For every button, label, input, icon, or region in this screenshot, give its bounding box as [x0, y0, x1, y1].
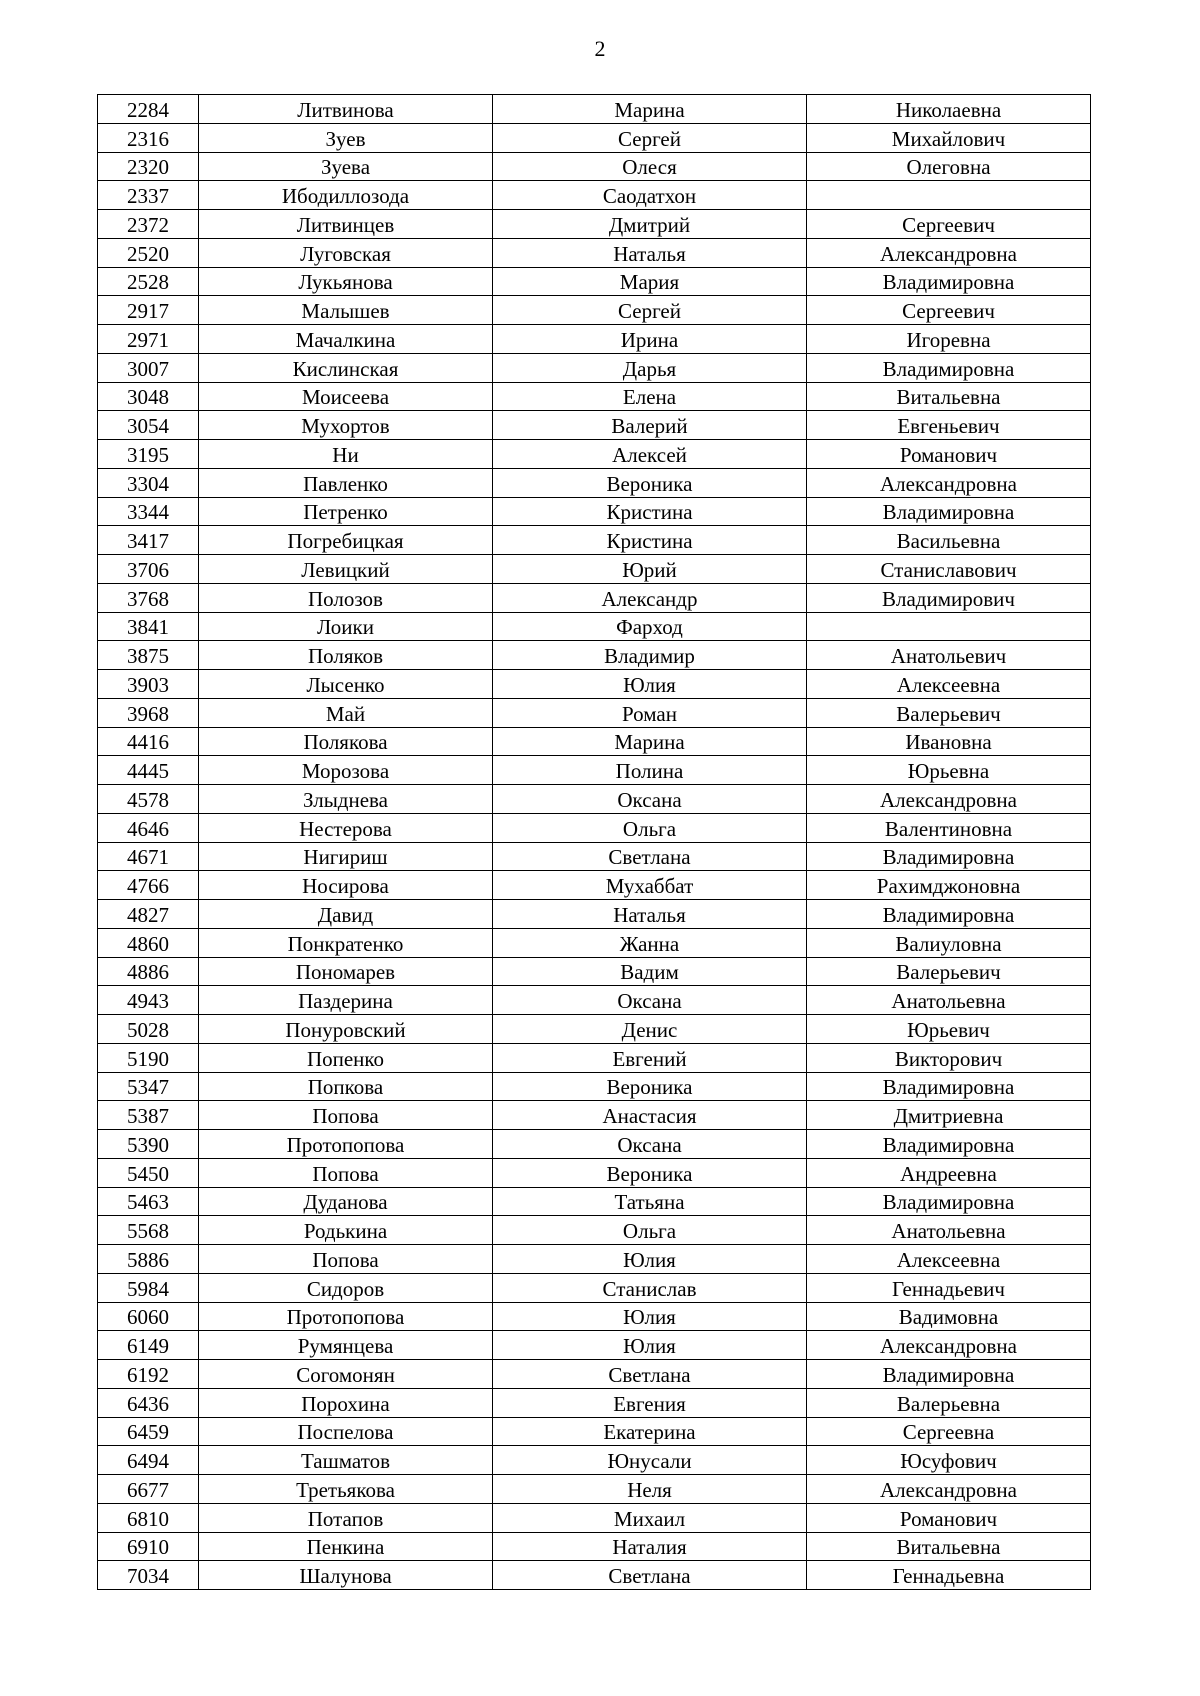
first-name-cell: Сергей [493, 123, 807, 152]
first-name-cell: Вероника [493, 1158, 807, 1187]
row-number-cell: 3417 [98, 526, 199, 555]
table-row [98, 1130, 1091, 1159]
row-number-cell: 4671 [98, 842, 199, 871]
last-name-cell: Ни [199, 440, 493, 469]
last-name-cell: Понуровский [199, 1015, 493, 1044]
first-name-cell: Кристина [493, 497, 807, 526]
patronymic-cell: Юсуфович [807, 1446, 1091, 1475]
table-row [98, 727, 1091, 756]
row-number-cell: 4827 [98, 900, 199, 929]
last-name-cell: Малышев [199, 296, 493, 325]
row-number-cell: 3875 [98, 641, 199, 670]
patronymic-cell: Геннадьевич [807, 1273, 1091, 1302]
table-row [98, 1561, 1091, 1590]
table-row [98, 440, 1091, 469]
row-number-cell: 3054 [98, 411, 199, 440]
last-name-cell: Пенкина [199, 1532, 493, 1561]
first-name-cell: Юлия [493, 1302, 807, 1331]
first-name-cell: Роман [493, 698, 807, 727]
table-row [98, 842, 1091, 871]
patronymic-cell: Геннадьевна [807, 1561, 1091, 1590]
patronymic-cell: Александровна [807, 785, 1091, 814]
last-name-cell: Зуев [199, 123, 493, 152]
first-name-cell: Наталья [493, 900, 807, 929]
table-row [98, 986, 1091, 1015]
row-number-cell: 2372 [98, 210, 199, 239]
table-row [98, 555, 1091, 584]
row-number-cell: 6910 [98, 1532, 199, 1561]
patronymic-cell: Сергеевич [807, 210, 1091, 239]
row-number-cell: 3768 [98, 583, 199, 612]
patronymic-cell: Владимировна [807, 842, 1091, 871]
table-row [98, 296, 1091, 325]
last-name-cell: Литвинцев [199, 210, 493, 239]
last-name-cell: Попова [199, 1158, 493, 1187]
row-number-cell: 3706 [98, 555, 199, 584]
first-name-cell: Оксана [493, 1130, 807, 1159]
row-number-cell: 3304 [98, 468, 199, 497]
first-name-cell: Саодатхон [493, 181, 807, 210]
patronymic-cell: Валерьевич [807, 957, 1091, 986]
last-name-cell: Румянцева [199, 1331, 493, 1360]
patronymic-cell: Анатольевна [807, 986, 1091, 1015]
patronymic-cell: Валиуловна [807, 928, 1091, 957]
patronymic-cell: Александровна [807, 238, 1091, 267]
last-name-cell: Третьякова [199, 1475, 493, 1504]
row-number-cell: 6810 [98, 1503, 199, 1532]
row-number-cell: 2971 [98, 325, 199, 354]
patronymic-cell: Юрьевич [807, 1015, 1091, 1044]
patronymic-cell: Владимировна [807, 1187, 1091, 1216]
first-name-cell: Ольга [493, 1216, 807, 1245]
patronymic-cell: Станиславович [807, 555, 1091, 584]
row-number-cell: 6494 [98, 1446, 199, 1475]
patronymic-cell: Рахимджоновна [807, 871, 1091, 900]
patronymic-cell: Алексеевна [807, 1245, 1091, 1274]
patronymic-cell: Витальевна [807, 382, 1091, 411]
patronymic-cell: Сергеевна [807, 1417, 1091, 1446]
last-name-cell: Родькина [199, 1216, 493, 1245]
last-name-cell: Носирова [199, 871, 493, 900]
patronymic-cell: Вадимовна [807, 1302, 1091, 1331]
table-row [98, 1072, 1091, 1101]
first-name-cell: Оксана [493, 986, 807, 1015]
last-name-cell: Петренко [199, 497, 493, 526]
patronymic-cell: Игоревна [807, 325, 1091, 354]
first-name-cell: Вадим [493, 957, 807, 986]
first-name-cell: Юлия [493, 670, 807, 699]
row-number-cell: 2917 [98, 296, 199, 325]
row-number-cell: 6436 [98, 1388, 199, 1417]
first-name-cell: Наталия [493, 1532, 807, 1561]
row-number-cell: 7034 [98, 1561, 199, 1590]
last-name-cell: Попова [199, 1245, 493, 1274]
patronymic-cell: Владимировна [807, 497, 1091, 526]
table-row [98, 210, 1091, 239]
table-row [98, 583, 1091, 612]
last-name-cell: Погребицкая [199, 526, 493, 555]
first-name-cell: Светлана [493, 1561, 807, 1590]
table-row [98, 325, 1091, 354]
first-name-cell: Наталья [493, 238, 807, 267]
table-row [98, 1475, 1091, 1504]
row-number-cell: 3968 [98, 698, 199, 727]
last-name-cell: Попенко [199, 1043, 493, 1072]
table-row [98, 1245, 1091, 1274]
first-name-cell: Алексей [493, 440, 807, 469]
row-number-cell: 3048 [98, 382, 199, 411]
first-name-cell: Татьяна [493, 1187, 807, 1216]
row-number-cell: 2520 [98, 238, 199, 267]
patronymic-cell: Владимировна [807, 1360, 1091, 1389]
patronymic-cell: Сергеевич [807, 296, 1091, 325]
last-name-cell: Ташматов [199, 1446, 493, 1475]
first-name-cell: Фарход [493, 612, 807, 641]
table-row [98, 1216, 1091, 1245]
table-row [98, 785, 1091, 814]
table-row [98, 1331, 1091, 1360]
first-name-cell: Ольга [493, 813, 807, 842]
table-row [98, 382, 1091, 411]
table-row [98, 871, 1091, 900]
row-number-cell: 5387 [98, 1101, 199, 1130]
row-number-cell: 4578 [98, 785, 199, 814]
patronymic-cell [807, 181, 1091, 210]
patronymic-cell: Андреевна [807, 1158, 1091, 1187]
last-name-cell: Шалунова [199, 1561, 493, 1590]
patronymic-cell: Владимировна [807, 900, 1091, 929]
table-row [98, 1043, 1091, 1072]
first-name-cell: Валерий [493, 411, 807, 440]
last-name-cell: Поляков [199, 641, 493, 670]
patronymic-cell: Юрьевна [807, 756, 1091, 785]
table-row [98, 1503, 1091, 1532]
table-row [98, 900, 1091, 929]
row-number-cell: 3903 [98, 670, 199, 699]
first-name-cell: Евгения [493, 1388, 807, 1417]
patronymic-cell: Дмитриевна [807, 1101, 1091, 1130]
table-row [98, 928, 1091, 957]
table-row [98, 1015, 1091, 1044]
table-row [98, 1302, 1091, 1331]
table-row [98, 957, 1091, 986]
first-name-cell: Дмитрий [493, 210, 807, 239]
table-row [98, 1187, 1091, 1216]
patronymic-cell: Романович [807, 440, 1091, 469]
last-name-cell: Попова [199, 1101, 493, 1130]
table-row [98, 1446, 1091, 1475]
first-name-cell: Михаил [493, 1503, 807, 1532]
last-name-cell: Мачалкина [199, 325, 493, 354]
last-name-cell: Зуева [199, 152, 493, 181]
last-name-cell: Протопопова [199, 1302, 493, 1331]
last-name-cell: Луговская [199, 238, 493, 267]
patronymic-cell: Николаевна [807, 95, 1091, 124]
last-name-cell: Поспелова [199, 1417, 493, 1446]
roster-table [97, 94, 1091, 1590]
last-name-cell: Согомонян [199, 1360, 493, 1389]
row-number-cell: 5463 [98, 1187, 199, 1216]
row-number-cell: 5347 [98, 1072, 199, 1101]
table-row [98, 353, 1091, 382]
table-row [98, 497, 1091, 526]
last-name-cell: Морозова [199, 756, 493, 785]
last-name-cell: Павленко [199, 468, 493, 497]
table-row [98, 1360, 1091, 1389]
last-name-cell: Дуданова [199, 1187, 493, 1216]
patronymic-cell: Валерьевич [807, 698, 1091, 727]
row-number-cell: 4943 [98, 986, 199, 1015]
patronymic-cell: Александровна [807, 468, 1091, 497]
last-name-cell: Кислинская [199, 353, 493, 382]
table-row [98, 1388, 1091, 1417]
last-name-cell: Давид [199, 900, 493, 929]
first-name-cell: Сергей [493, 296, 807, 325]
patronymic-cell: Александровна [807, 1475, 1091, 1504]
row-number-cell: 5450 [98, 1158, 199, 1187]
patronymic-cell: Владимирович [807, 583, 1091, 612]
row-number-cell: 4445 [98, 756, 199, 785]
row-number-cell: 2284 [98, 95, 199, 124]
last-name-cell: Порохина [199, 1388, 493, 1417]
table-row [98, 1273, 1091, 1302]
row-number-cell: 5886 [98, 1245, 199, 1274]
last-name-cell: Паздерина [199, 986, 493, 1015]
last-name-cell: Мухортов [199, 411, 493, 440]
table-row [98, 411, 1091, 440]
row-number-cell: 3007 [98, 353, 199, 382]
last-name-cell: Май [199, 698, 493, 727]
last-name-cell: Ибодиллозода [199, 181, 493, 210]
last-name-cell: Литвинова [199, 95, 493, 124]
last-name-cell: Левицкий [199, 555, 493, 584]
table-row [98, 526, 1091, 555]
last-name-cell: Лукьянова [199, 267, 493, 296]
first-name-cell: Марина [493, 95, 807, 124]
last-name-cell: Попкова [199, 1072, 493, 1101]
table-row [98, 813, 1091, 842]
first-name-cell: Юлия [493, 1245, 807, 1274]
roster-table-body [98, 95, 1091, 1590]
patronymic-cell: Витальевна [807, 1532, 1091, 1561]
table-row [98, 1417, 1091, 1446]
first-name-cell: Марина [493, 727, 807, 756]
last-name-cell: Протопопова [199, 1130, 493, 1159]
table-row [98, 95, 1091, 124]
first-name-cell: Дарья [493, 353, 807, 382]
row-number-cell: 2316 [98, 123, 199, 152]
row-number-cell: 5028 [98, 1015, 199, 1044]
first-name-cell: Юлия [493, 1331, 807, 1360]
patronymic-cell: Олеговна [807, 152, 1091, 181]
patronymic-cell: Алексеевна [807, 670, 1091, 699]
first-name-cell: Полина [493, 756, 807, 785]
first-name-cell: Мария [493, 267, 807, 296]
first-name-cell: Светлана [493, 1360, 807, 1389]
table-row [98, 698, 1091, 727]
row-number-cell: 6149 [98, 1331, 199, 1360]
patronymic-cell [807, 612, 1091, 641]
first-name-cell: Ирина [493, 325, 807, 354]
row-number-cell: 2320 [98, 152, 199, 181]
last-name-cell: Полякова [199, 727, 493, 756]
patronymic-cell: Александровна [807, 1331, 1091, 1360]
patronymic-cell: Владимировна [807, 353, 1091, 382]
first-name-cell: Евгений [493, 1043, 807, 1072]
first-name-cell: Юнусали [493, 1446, 807, 1475]
row-number-cell: 5984 [98, 1273, 199, 1302]
table-row [98, 152, 1091, 181]
patronymic-cell: Михайлович [807, 123, 1091, 152]
patronymic-cell: Владимировна [807, 1072, 1091, 1101]
first-name-cell: Мухаббат [493, 871, 807, 900]
table-row [98, 612, 1091, 641]
row-number-cell: 4886 [98, 957, 199, 986]
row-number-cell: 2528 [98, 267, 199, 296]
table-row [98, 756, 1091, 785]
row-number-cell: 5190 [98, 1043, 199, 1072]
last-name-cell: Пономарев [199, 957, 493, 986]
last-name-cell: Нигириш [199, 842, 493, 871]
table-row [98, 1158, 1091, 1187]
table-row [98, 641, 1091, 670]
row-number-cell: 3195 [98, 440, 199, 469]
patronymic-cell: Валентиновна [807, 813, 1091, 842]
row-number-cell: 4416 [98, 727, 199, 756]
table-row [98, 468, 1091, 497]
table-row [98, 1101, 1091, 1130]
first-name-cell: Олеся [493, 152, 807, 181]
patronymic-cell: Анатольевич [807, 641, 1091, 670]
row-number-cell: 4766 [98, 871, 199, 900]
last-name-cell: Потапов [199, 1503, 493, 1532]
table-row [98, 123, 1091, 152]
patronymic-cell: Анатольевна [807, 1216, 1091, 1245]
table-row [98, 670, 1091, 699]
first-name-cell: Неля [493, 1475, 807, 1504]
table-row [98, 267, 1091, 296]
patronymic-cell: Викторович [807, 1043, 1091, 1072]
patronymic-cell: Владимировна [807, 267, 1091, 296]
row-number-cell: 6459 [98, 1417, 199, 1446]
row-number-cell: 4860 [98, 928, 199, 957]
patronymic-cell: Романович [807, 1503, 1091, 1532]
row-number-cell: 3841 [98, 612, 199, 641]
first-name-cell: Светлана [493, 842, 807, 871]
table-row [98, 1532, 1091, 1561]
first-name-cell: Анастасия [493, 1101, 807, 1130]
row-number-cell: 2337 [98, 181, 199, 210]
last-name-cell: Лысенко [199, 670, 493, 699]
row-number-cell: 4646 [98, 813, 199, 842]
page-number: 2 [594, 36, 606, 61]
row-number-cell: 6677 [98, 1475, 199, 1504]
row-number-cell: 6192 [98, 1360, 199, 1389]
last-name-cell: Злыднева [199, 785, 493, 814]
table-row [98, 181, 1091, 210]
last-name-cell: Понкратенко [199, 928, 493, 957]
first-name-cell: Станислав [493, 1273, 807, 1302]
first-name-cell: Оксана [493, 785, 807, 814]
last-name-cell: Моисеева [199, 382, 493, 411]
patronymic-cell: Валерьевна [807, 1388, 1091, 1417]
last-name-cell: Полозов [199, 583, 493, 612]
first-name-cell: Елена [493, 382, 807, 411]
patronymic-cell: Васильевна [807, 526, 1091, 555]
row-number-cell: 5568 [98, 1216, 199, 1245]
patronymic-cell: Ивановна [807, 727, 1091, 756]
patronymic-cell: Евгеньевич [807, 411, 1091, 440]
first-name-cell: Вероника [493, 468, 807, 497]
patronymic-cell: Владимировна [807, 1130, 1091, 1159]
row-number-cell: 3344 [98, 497, 199, 526]
first-name-cell: Кристина [493, 526, 807, 555]
first-name-cell: Денис [493, 1015, 807, 1044]
first-name-cell: Екатерина [493, 1417, 807, 1446]
row-number-cell: 5390 [98, 1130, 199, 1159]
last-name-cell: Лоики [199, 612, 493, 641]
first-name-cell: Вероника [493, 1072, 807, 1101]
first-name-cell: Владимир [493, 641, 807, 670]
last-name-cell: Сидоров [199, 1273, 493, 1302]
first-name-cell: Юрий [493, 555, 807, 584]
last-name-cell: Нестерова [199, 813, 493, 842]
first-name-cell: Жанна [493, 928, 807, 957]
table-row [98, 238, 1091, 267]
row-number-cell: 6060 [98, 1302, 199, 1331]
first-name-cell: Александр [493, 583, 807, 612]
